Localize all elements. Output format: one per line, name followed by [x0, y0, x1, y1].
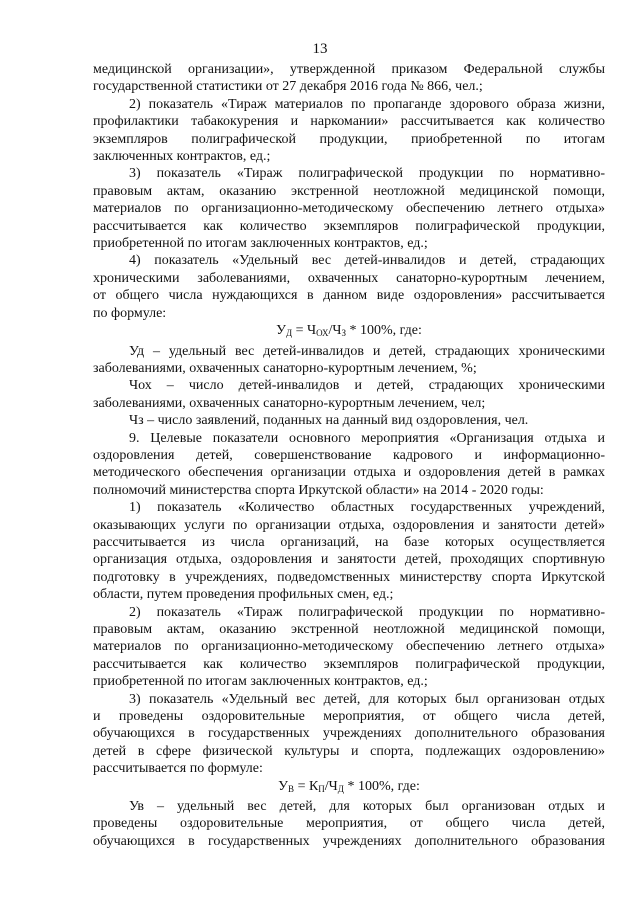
text-line: 2) показатель «Тираж материалов по пропаганде здорового образа жизни,: [129, 96, 605, 112]
text-line: области, путем проведения профильных смен, ед.;: [93, 587, 394, 603]
text-line: подготовку в учреждениях, подведомственных министерству спорта Иркутской: [93, 569, 605, 585]
text-line: хроническими заболеваниями, охваченных санаторно-курортным лечением,: [93, 270, 605, 286]
text-line: методического обеспечения организации отдыха и оздоровления детей в рамках: [93, 465, 605, 481]
formula-numerator-subscript: П: [318, 783, 325, 794]
formula-tail: * 100%, где:: [345, 323, 422, 339]
text-line: рассчитывается из числа организаций, на базе которых осуществляется: [93, 534, 605, 550]
formula-lhs-subscript: В: [288, 783, 295, 794]
text-line: Чох – число детей-инвалидов и детей, страдающих хроническими: [129, 378, 605, 394]
text-line: от общего числа нуждающихся в данном виде оздоровления» рассчитывается: [93, 288, 605, 304]
text-line: оказывающих услуги по организации отдыха, оздоровления и занятости детей»: [93, 517, 605, 533]
formula-denominator-subscript: Д: [337, 783, 344, 794]
text-line: материалов по организационно-методическому обеспечению летнего отдыха»: [93, 201, 605, 217]
text-line: 2) показатель «Тираж полиграфической продукции по нормативно-: [129, 604, 605, 620]
document-body: [93, 61, 605, 850]
formula-line: [93, 778, 605, 798]
text-line: детей в сфере физической культуры и спорта, подлежащих оздоровлению»: [93, 743, 605, 759]
page-number: 13: [312, 41, 328, 57]
formula-equals: = Ч: [292, 323, 317, 339]
text-line: рассчитывается как количество экземпляров полиграфической продукции,: [93, 218, 605, 234]
formula-line: [93, 322, 605, 342]
text-line: оздоровления детей, совершенствование кадрового и информационно-: [93, 447, 605, 463]
formula-denominator-subscript: З: [341, 328, 346, 339]
text-line: профилактики табакокурения и наркомании» рассчитывается как количество: [93, 114, 605, 130]
text-line: правовым актам, оказанию экстренной неотложной медицинской помощи,: [93, 183, 605, 199]
formula-divider: /Ч: [324, 778, 338, 794]
formula-lhs-subscript: Д: [286, 328, 293, 339]
text-line: обучающихся в государственных учреждениях дополнительного образования: [93, 833, 605, 849]
text-line: экземпляров полиграфической продукции, приобретенной по итогам: [93, 131, 605, 147]
text-line: медицинской организации», утвержденной приказом Федеральной службы: [93, 62, 605, 77]
text-line: 3) показатель «Удельный вес детей, для которых был организован отдых: [129, 691, 605, 707]
text-line: 9. Целевые показатели основного мероприятия «Организация отдыха и: [129, 430, 605, 446]
text-line: заболеваниями, охваченных санаторно-курортным лечением, чел;: [93, 395, 486, 411]
formula-divider: /Ч: [328, 323, 342, 339]
text-line: приобретенной по итогам заключенных контрактов, ед.;: [93, 236, 428, 252]
text-line: рассчитывается по формуле:: [93, 761, 263, 777]
text-line: и проведены оздоровительные мероприятия, от общего числа детей,: [93, 709, 605, 725]
text-line: государственной статистики от 27 декабря 2016 года № 866, чел.;: [93, 79, 483, 95]
text-line: рассчитывается как количество экземпляров полиграфической продукции,: [93, 656, 605, 672]
formula-tail: * 100%, где:: [343, 778, 420, 794]
formula-lhs: У: [278, 778, 289, 794]
text-line: 4) показатель «Удельный вес детей-инвалидов и детей, страдающих: [129, 253, 605, 269]
formula-numerator-subscript: ОХ: [316, 328, 329, 339]
text-line: правовым актам, оказанию экстренной неотложной медицинской помощи,: [93, 622, 605, 637]
text-line: 3) показатель «Тираж полиграфической продукции по нормативно-: [129, 166, 605, 182]
text-line: материалов по организационно-методическому обеспечению летнего отдыха»: [93, 639, 605, 655]
text-line: организация отдыха, оздоровления и занятости детей, проходящих спортивную: [93, 552, 605, 568]
text-line: обучающихся в государственных учреждениях дополнительного образования: [93, 726, 605, 742]
text-line: проведены оздоровительные мероприятия, от общего числа детей,: [93, 816, 605, 832]
text-line: полномочий министерства спорта Иркутской области» на 2014 - 2020 годы:: [93, 482, 544, 498]
text-line: Ув – удельный вес детей, для которых был организован отдых и: [129, 799, 605, 815]
text-line: Чз – число заявлений, поданных на данный вид оздоровления, чел.: [129, 413, 529, 429]
text-line: заключенных контрактов, ед.;: [93, 149, 271, 165]
formula-equals: = К: [294, 778, 319, 794]
text-line: заболеваниями, охваченных санаторно-курортным лечением, %;: [93, 360, 477, 376]
text-line: по формуле:: [93, 305, 167, 321]
text-line: 1) показатель «Количество областных государственных учреждений,: [129, 500, 605, 516]
formula-lhs: У: [276, 323, 287, 339]
text-line: приобретенной по итогам заключенных контрактов, ед.;: [93, 674, 428, 690]
text-line: Уд – удельный вес детей-инвалидов и детей, страдающих хроническими: [129, 343, 605, 359]
